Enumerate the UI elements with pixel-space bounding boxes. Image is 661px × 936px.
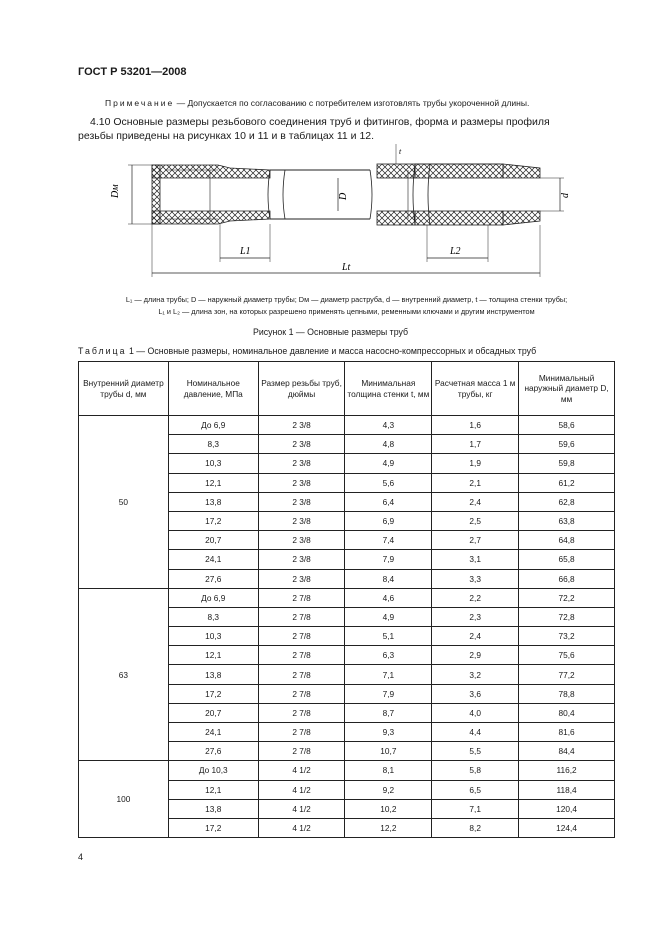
table-row (79, 416, 615, 435)
mass-cell: 2,3 (432, 607, 519, 626)
header-thread-size: Размер резьбы труб, дюймы (258, 362, 345, 416)
thickness-cell: 7,4 (345, 531, 432, 550)
pressure-cell: 17,2 (168, 684, 258, 703)
thickness-cell: 9,3 (345, 723, 432, 742)
mass-cell: 4,4 (432, 723, 519, 742)
pressure-cell: 12,1 (168, 780, 258, 799)
thread-cell: 2 3/8 (258, 454, 345, 473)
thread-cell: 2 7/8 (258, 742, 345, 761)
outer-diameter-cell: 72,8 (519, 607, 615, 626)
outer-diameter-cell: 58,6 (519, 416, 615, 435)
pressure-cell: 17,2 (168, 818, 258, 837)
outer-diameter-cell: 78,8 (519, 684, 615, 703)
table-row (79, 588, 615, 607)
paragraph-line-2: резьбы приведены на рисунках 10 и 11 и в таблицах 11 и 12. (78, 130, 375, 142)
outer-diameter-cell: 66,8 (519, 569, 615, 588)
group-diameter-cell: 100 (79, 761, 169, 838)
pressure-cell: 20,7 (168, 531, 258, 550)
mass-cell: 6,5 (432, 780, 519, 799)
thickness-cell: 7,9 (345, 684, 432, 703)
outer-diameter-cell: 116,2 (519, 761, 615, 780)
header-nominal-pressure: Номинальное давление, МПа (168, 362, 258, 416)
thread-cell: 4 1/2 (258, 818, 345, 837)
table-label: Таблица (78, 346, 127, 356)
paragraph-4-10 (78, 115, 615, 143)
outer-diameter-cell: 65,8 (519, 550, 615, 569)
outer-diameter-cell: 81,6 (519, 723, 615, 742)
thread-cell: 2 3/8 (258, 569, 345, 588)
pressure-cell: 24,1 (168, 723, 258, 742)
thread-cell: 2 7/8 (258, 627, 345, 646)
thickness-cell: 5,1 (345, 627, 432, 646)
pipe-dimensions-figure (70, 140, 610, 290)
thread-cell: 2 3/8 (258, 416, 345, 435)
thickness-cell: 9,2 (345, 780, 432, 799)
thickness-cell: 4,8 (345, 435, 432, 454)
thread-cell: 2 7/8 (258, 665, 345, 684)
thread-cell: 2 7/8 (258, 684, 345, 703)
outer-diameter-cell: 80,4 (519, 703, 615, 722)
header-wall-thickness: Минимальная толщина стенки t, мм (345, 362, 432, 416)
note (105, 98, 529, 108)
thread-cell: 2 7/8 (258, 703, 345, 722)
pressure-cell: 17,2 (168, 511, 258, 530)
thread-cell: 2 7/8 (258, 723, 345, 742)
header-outer-diameter: Минимальный наружный диаметр D, мм (519, 362, 615, 416)
mass-cell: 2,5 (432, 511, 519, 530)
pipe-socket-section (152, 165, 270, 224)
pressure-cell: 8,3 (168, 607, 258, 626)
thread-cell: 2 7/8 (258, 646, 345, 665)
thread-cell: 2 3/8 (258, 531, 345, 550)
mass-cell: 1,9 (432, 454, 519, 473)
label-d-inner: d (560, 193, 571, 198)
mass-cell: 2,1 (432, 473, 519, 492)
thread-cell: 2 3/8 (258, 473, 345, 492)
outer-diameter-cell: 61,2 (519, 473, 615, 492)
thread-cell: 4 1/2 (258, 761, 345, 780)
thickness-cell: 7,1 (345, 665, 432, 684)
pressure-cell: 10,3 (168, 627, 258, 646)
mass-cell: 3,3 (432, 569, 519, 588)
pressure-cell: До 6,9 (168, 416, 258, 435)
legend-line-2: L₁ и L₂ — длина зон, на которых разрешено применять цепными, ременными ключами и другим инструментом (158, 307, 535, 316)
thread-cell: 4 1/2 (258, 799, 345, 818)
mass-cell: 1,7 (432, 435, 519, 454)
mass-cell: 3,6 (432, 684, 519, 703)
label-d-outer: D (338, 192, 349, 200)
thickness-cell: 4,9 (345, 454, 432, 473)
pressure-cell: До 10,3 (168, 761, 258, 780)
thickness-cell: 8,1 (345, 761, 432, 780)
mass-cell: 2,2 (432, 588, 519, 607)
pressure-cell: 12,1 (168, 646, 258, 665)
pressure-cell: 13,8 (168, 492, 258, 511)
mass-cell: 5,8 (432, 761, 519, 780)
thickness-cell: 4,3 (345, 416, 432, 435)
pipe-dimensions-table (78, 361, 615, 838)
pipe-threaded-end (377, 164, 540, 225)
label-l1: L1 (240, 246, 251, 257)
outer-diameter-cell: 77,2 (519, 665, 615, 684)
outer-diameter-cell: 120,4 (519, 799, 615, 818)
outer-diameter-cell: 84,4 (519, 742, 615, 761)
mass-cell: 7,1 (432, 799, 519, 818)
pressure-cell: 27,6 (168, 742, 258, 761)
pressure-cell: 27,6 (168, 569, 258, 588)
thread-cell: 2 3/8 (258, 511, 345, 530)
mass-cell: 2,4 (432, 627, 519, 646)
thickness-cell: 10,2 (345, 799, 432, 818)
mass-cell: 5,5 (432, 742, 519, 761)
figure-caption: Рисунок 1 — Основные размеры труб (252, 327, 409, 337)
outer-diameter-cell: 64,8 (519, 531, 615, 550)
thickness-cell: 6,4 (345, 492, 432, 511)
thickness-cell: 12,2 (345, 818, 432, 837)
note-text: — Допускается по согласованию с потребителем изготовлять трубы укороченной длины. (176, 98, 530, 108)
group-diameter-cell: 50 (79, 416, 169, 589)
mass-cell: 2,7 (432, 531, 519, 550)
thread-cell: 2 3/8 (258, 492, 345, 511)
outer-diameter-cell: 59,6 (519, 435, 615, 454)
pressure-cell: 13,8 (168, 665, 258, 684)
note-label: Примечание (105, 98, 175, 108)
thread-cell: 2 7/8 (258, 588, 345, 607)
pipe-body (268, 170, 372, 219)
table-header-row (79, 362, 615, 416)
outer-diameter-cell: 62,8 (519, 492, 615, 511)
pressure-cell: 10,3 (168, 454, 258, 473)
header-mass: Расчетная масса 1 м трубы, кг (432, 362, 519, 416)
outer-diameter-cell: 72,2 (519, 588, 615, 607)
thickness-cell: 8,7 (345, 703, 432, 722)
outer-diameter-cell: 63,8 (519, 511, 615, 530)
mass-cell: 4,0 (432, 703, 519, 722)
table-row (79, 761, 615, 780)
thread-cell: 2 3/8 (258, 550, 345, 569)
thickness-cell: 5,6 (345, 473, 432, 492)
header-inner-diameter: Внутренний диаметр трубы d, мм (79, 362, 169, 416)
pressure-cell: До 6,9 (168, 588, 258, 607)
mass-cell: 8,2 (432, 818, 519, 837)
label-t: t (399, 147, 402, 156)
group-diameter-cell: 63 (79, 588, 169, 761)
thickness-cell: 8,4 (345, 569, 432, 588)
table-title-text: 1 — Основные размеры, номинальное давление и масса насосно-компрессорных и обсадных труб (128, 346, 537, 356)
table-body (79, 416, 615, 838)
outer-diameter-cell: 124,4 (519, 818, 615, 837)
mass-cell: 3,1 (432, 550, 519, 569)
thickness-cell: 4,6 (345, 588, 432, 607)
outer-diameter-cell: 118,4 (519, 780, 615, 799)
thickness-cell: 6,9 (345, 511, 432, 530)
document-id: ГОСТ Р 53201—2008 (78, 66, 187, 78)
outer-diameter-cell: 59,8 (519, 454, 615, 473)
label-l2: L2 (450, 246, 461, 257)
figure-legend (78, 294, 615, 318)
label-dm: Dм (110, 184, 121, 198)
mass-cell: 2,4 (432, 492, 519, 511)
legend-line-1: L₁ — длина трубы; D — наружный диаметр трубы; Dм — диаметр раструба, d — внутренний диаметр, t — толщина стенки трубы; (125, 295, 568, 304)
pressure-cell: 24,1 (168, 550, 258, 569)
thickness-cell: 10,7 (345, 742, 432, 761)
label-lt: Lt (342, 262, 351, 273)
thread-cell: 4 1/2 (258, 780, 345, 799)
mass-cell: 2,9 (432, 646, 519, 665)
paragraph-line-1: 4.10 Основные размеры резьбового соединения труб и фитингов, форма и размеры профиля (90, 116, 550, 128)
pressure-cell: 13,8 (168, 799, 258, 818)
pressure-cell: 12,1 (168, 473, 258, 492)
pressure-cell: 8,3 (168, 435, 258, 454)
thread-cell: 2 7/8 (258, 607, 345, 626)
outer-diameter-cell: 75,6 (519, 646, 615, 665)
thickness-cell: 7,9 (345, 550, 432, 569)
thickness-cell: 4,9 (345, 607, 432, 626)
page-number: 4 (78, 852, 84, 862)
mass-cell: 1,6 (432, 416, 519, 435)
outer-diameter-cell: 73,2 (519, 627, 615, 646)
table-title (78, 346, 536, 356)
thickness-cell: 6,3 (345, 646, 432, 665)
mass-cell: 3,2 (432, 665, 519, 684)
pressure-cell: 20,7 (168, 703, 258, 722)
thread-cell: 2 3/8 (258, 435, 345, 454)
